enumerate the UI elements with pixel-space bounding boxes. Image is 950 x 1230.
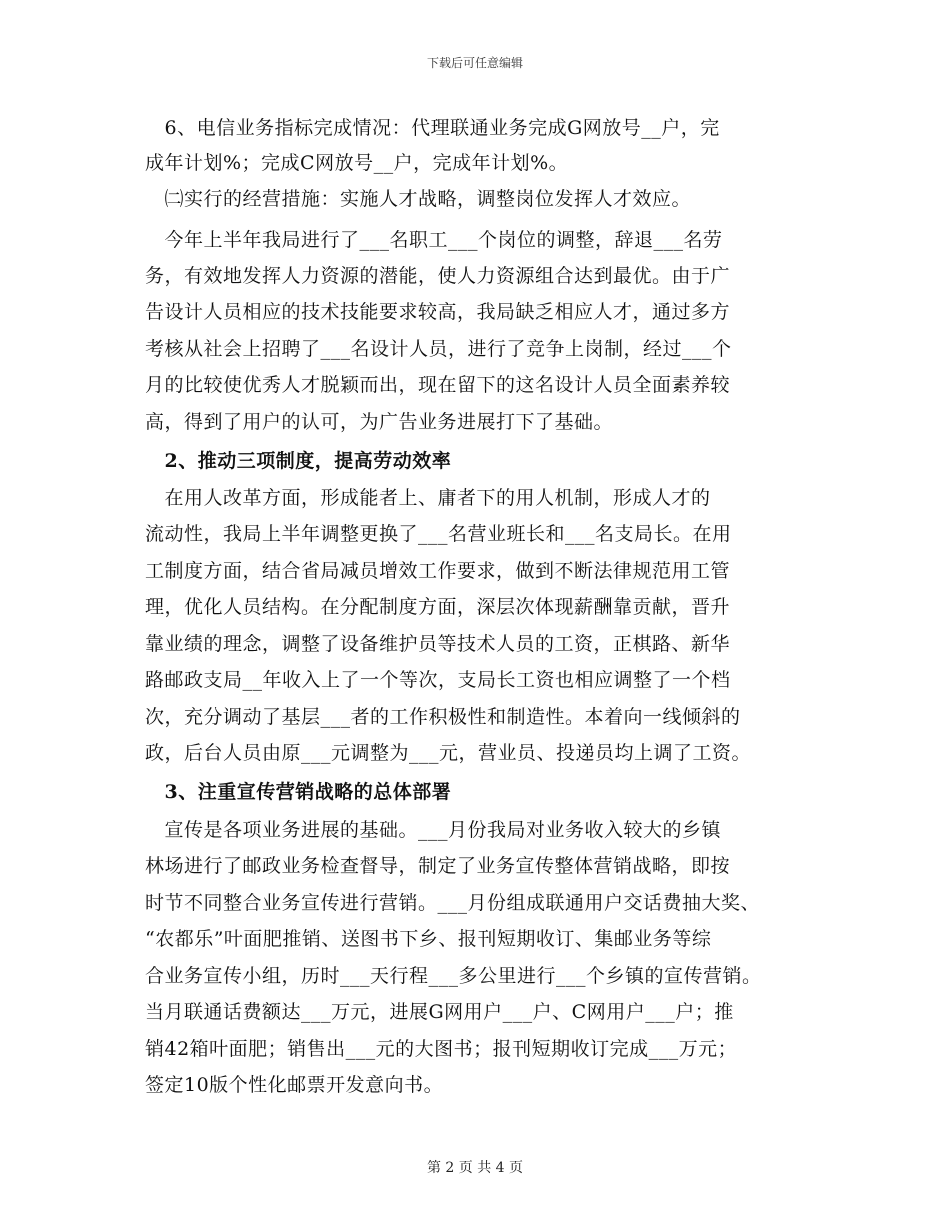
- section-heading: 2、推动三项制度，提高劳动效率: [145, 450, 452, 472]
- text-line: 时节不同整合业务宣传进行营销。___月份组成联通用户交话费抽大奖、: [145, 892, 761, 914]
- text-line: 靠业绩的理念，调整了设备维护员等技术人员的工资，正棋路、新华: [145, 633, 731, 655]
- text-line: 路邮政支局__年收入上了一个等次，支局长工资也相应调整了一个档: [145, 669, 731, 691]
- text-line: 当月联通话费额达___万元，进展G网用户___户、C网用户___户；推: [145, 1001, 734, 1023]
- text-line: 在用人改革方面，形成能者上、庸者下的用人机制，形成人才的: [145, 487, 711, 509]
- text-line: 次，充分调动了基层___者的工作积极性和制造性。本着向一线倾斜的: [145, 706, 741, 728]
- text-line: 告设计人员相应的技术技能要求较高，我局缺乏相应人才，通过多方: [145, 301, 731, 323]
- text-line: 成年计划%；完成C网放号__户，完成年计划%。: [145, 152, 569, 174]
- text-line: 6、电信业务指标完成情况：代理联通业务完成G网放号__户，完: [145, 117, 720, 139]
- text-line: 宣传是各项业务进展的基础。___月份我局对业务收入较大的乡镇: [145, 819, 722, 841]
- page-header: 下载后可任意编辑: [426, 56, 523, 70]
- text-line: 签定10版个性化邮票开发意向书。: [145, 1074, 444, 1096]
- text-line: ㈡实行的经营措施：实施人才战略，调整岗位发挥人才效应。: [145, 188, 692, 210]
- text-line: 政，后台人员由原___元调整为___元，营业员、投递员均上调了工资。: [145, 742, 752, 764]
- section-heading: 3、注重宣传营销战略的总体部署: [145, 781, 452, 803]
- text-line: 高，得到了用户的认可，为广告业务进展打下了基础。: [145, 411, 614, 433]
- text-line: 林场进行了邮政业务检查督导，制定了业务宣传整体营销战略，即按: [145, 855, 731, 877]
- text-line: 销42箱叶面肥；销售出___元的大图书；报刊短期收订完成___万元；: [145, 1038, 738, 1060]
- text-line: 工制度方面，结合省局减员增效工作要求，做到不断法律规范用工管: [145, 560, 731, 582]
- page-footer: 第 2 页 共 4 页: [426, 1160, 524, 1176]
- text-line: 合业务宣传小组，历时___天行程___多公里进行___个乡镇的宣传营销。: [145, 965, 762, 987]
- text-line: 月的比较使优秀人才脱颖而出，现在留下的这名设计人员全面素养较: [145, 374, 731, 396]
- text-line: 考核从社会上招聘了___名设计人员，进行了竞争上岗制，经过___个: [145, 338, 732, 360]
- text-line: 今年上半年我局进行了___名职工___个岗位的调整，辞退___名劳: [145, 229, 723, 251]
- text-line: “农都乐”叶面肥推销、送图书下乡、报刊短期收订、集邮业务等综: [145, 928, 712, 950]
- text-line: 流动性，我局上半年调整更换了___名营业班长和___名支局长。在用: [145, 523, 732, 545]
- text-line: 理，优化人员结构。在分配制度方面，深层次体现薪酬靠贡献，晋升: [145, 596, 731, 618]
- text-line: 务，有效地发挥人力资源的潜能，使人力资源组合达到最优。由于广: [145, 265, 731, 287]
